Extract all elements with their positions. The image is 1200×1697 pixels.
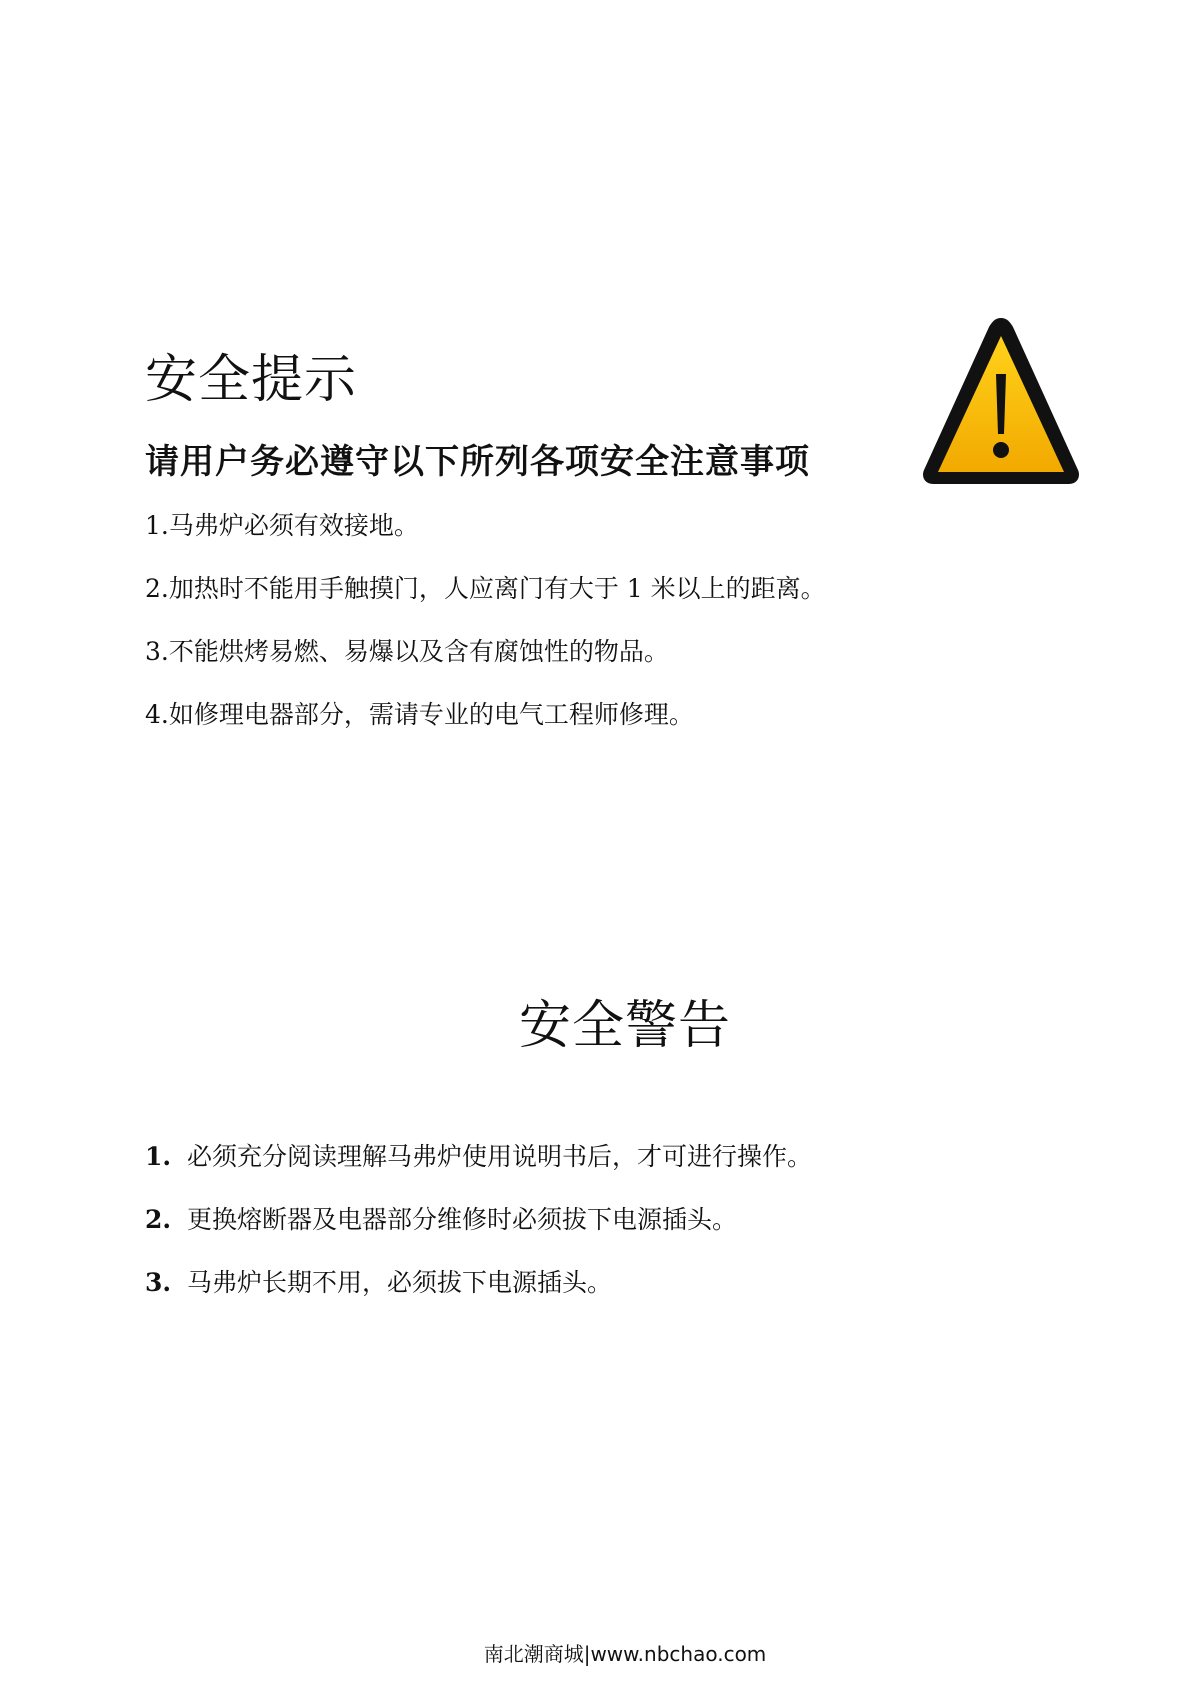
safety-warnings-list <box>145 1137 812 1326</box>
warning-number: 2. <box>145 1205 172 1234</box>
safety-tip-item: 1.马弗炉必须有效接地。 <box>145 511 419 540</box>
safety-warning-item <box>145 1137 812 1200</box>
safety-warning-item <box>145 1200 812 1263</box>
warning-text: 更换熔断器及电器部分维修时必须拔下电源插头。 <box>187 1205 738 1234</box>
safety-tips-list <box>145 506 826 758</box>
safety-tip-item: 3.不能烘烤易燃、易爆以及含有腐蚀性的物品。 <box>145 637 669 666</box>
warning-number: 1. <box>145 1142 172 1171</box>
safety-tip-item: 2.加热时不能用手触摸门，人应离门有大于 1 米以上的距离。 <box>145 574 826 603</box>
safety-warning-item <box>145 1263 812 1326</box>
safety-tips-subtitle: 请用户务必遵守以下所列各项安全注意事项 <box>145 442 810 482</box>
safety-tips-title: 安全提示 <box>145 350 358 410</box>
warning-text: 马弗炉长期不用，必须拔下电源插头。 <box>187 1268 613 1297</box>
warning-triangle-icon <box>918 312 1084 490</box>
warning-text: 必须充分阅读理解马弗炉使用说明书后，才可进行操作。 <box>187 1142 813 1171</box>
safety-tip-item: 4.如修理电器部分，需请专业的电气工程师修理。 <box>145 700 694 729</box>
footer-watermark: 南北潮商城|www.nbchao.com <box>483 1642 767 1666</box>
warning-number: 3. <box>145 1268 172 1297</box>
safety-warnings-title: 安全警告 <box>518 996 731 1056</box>
